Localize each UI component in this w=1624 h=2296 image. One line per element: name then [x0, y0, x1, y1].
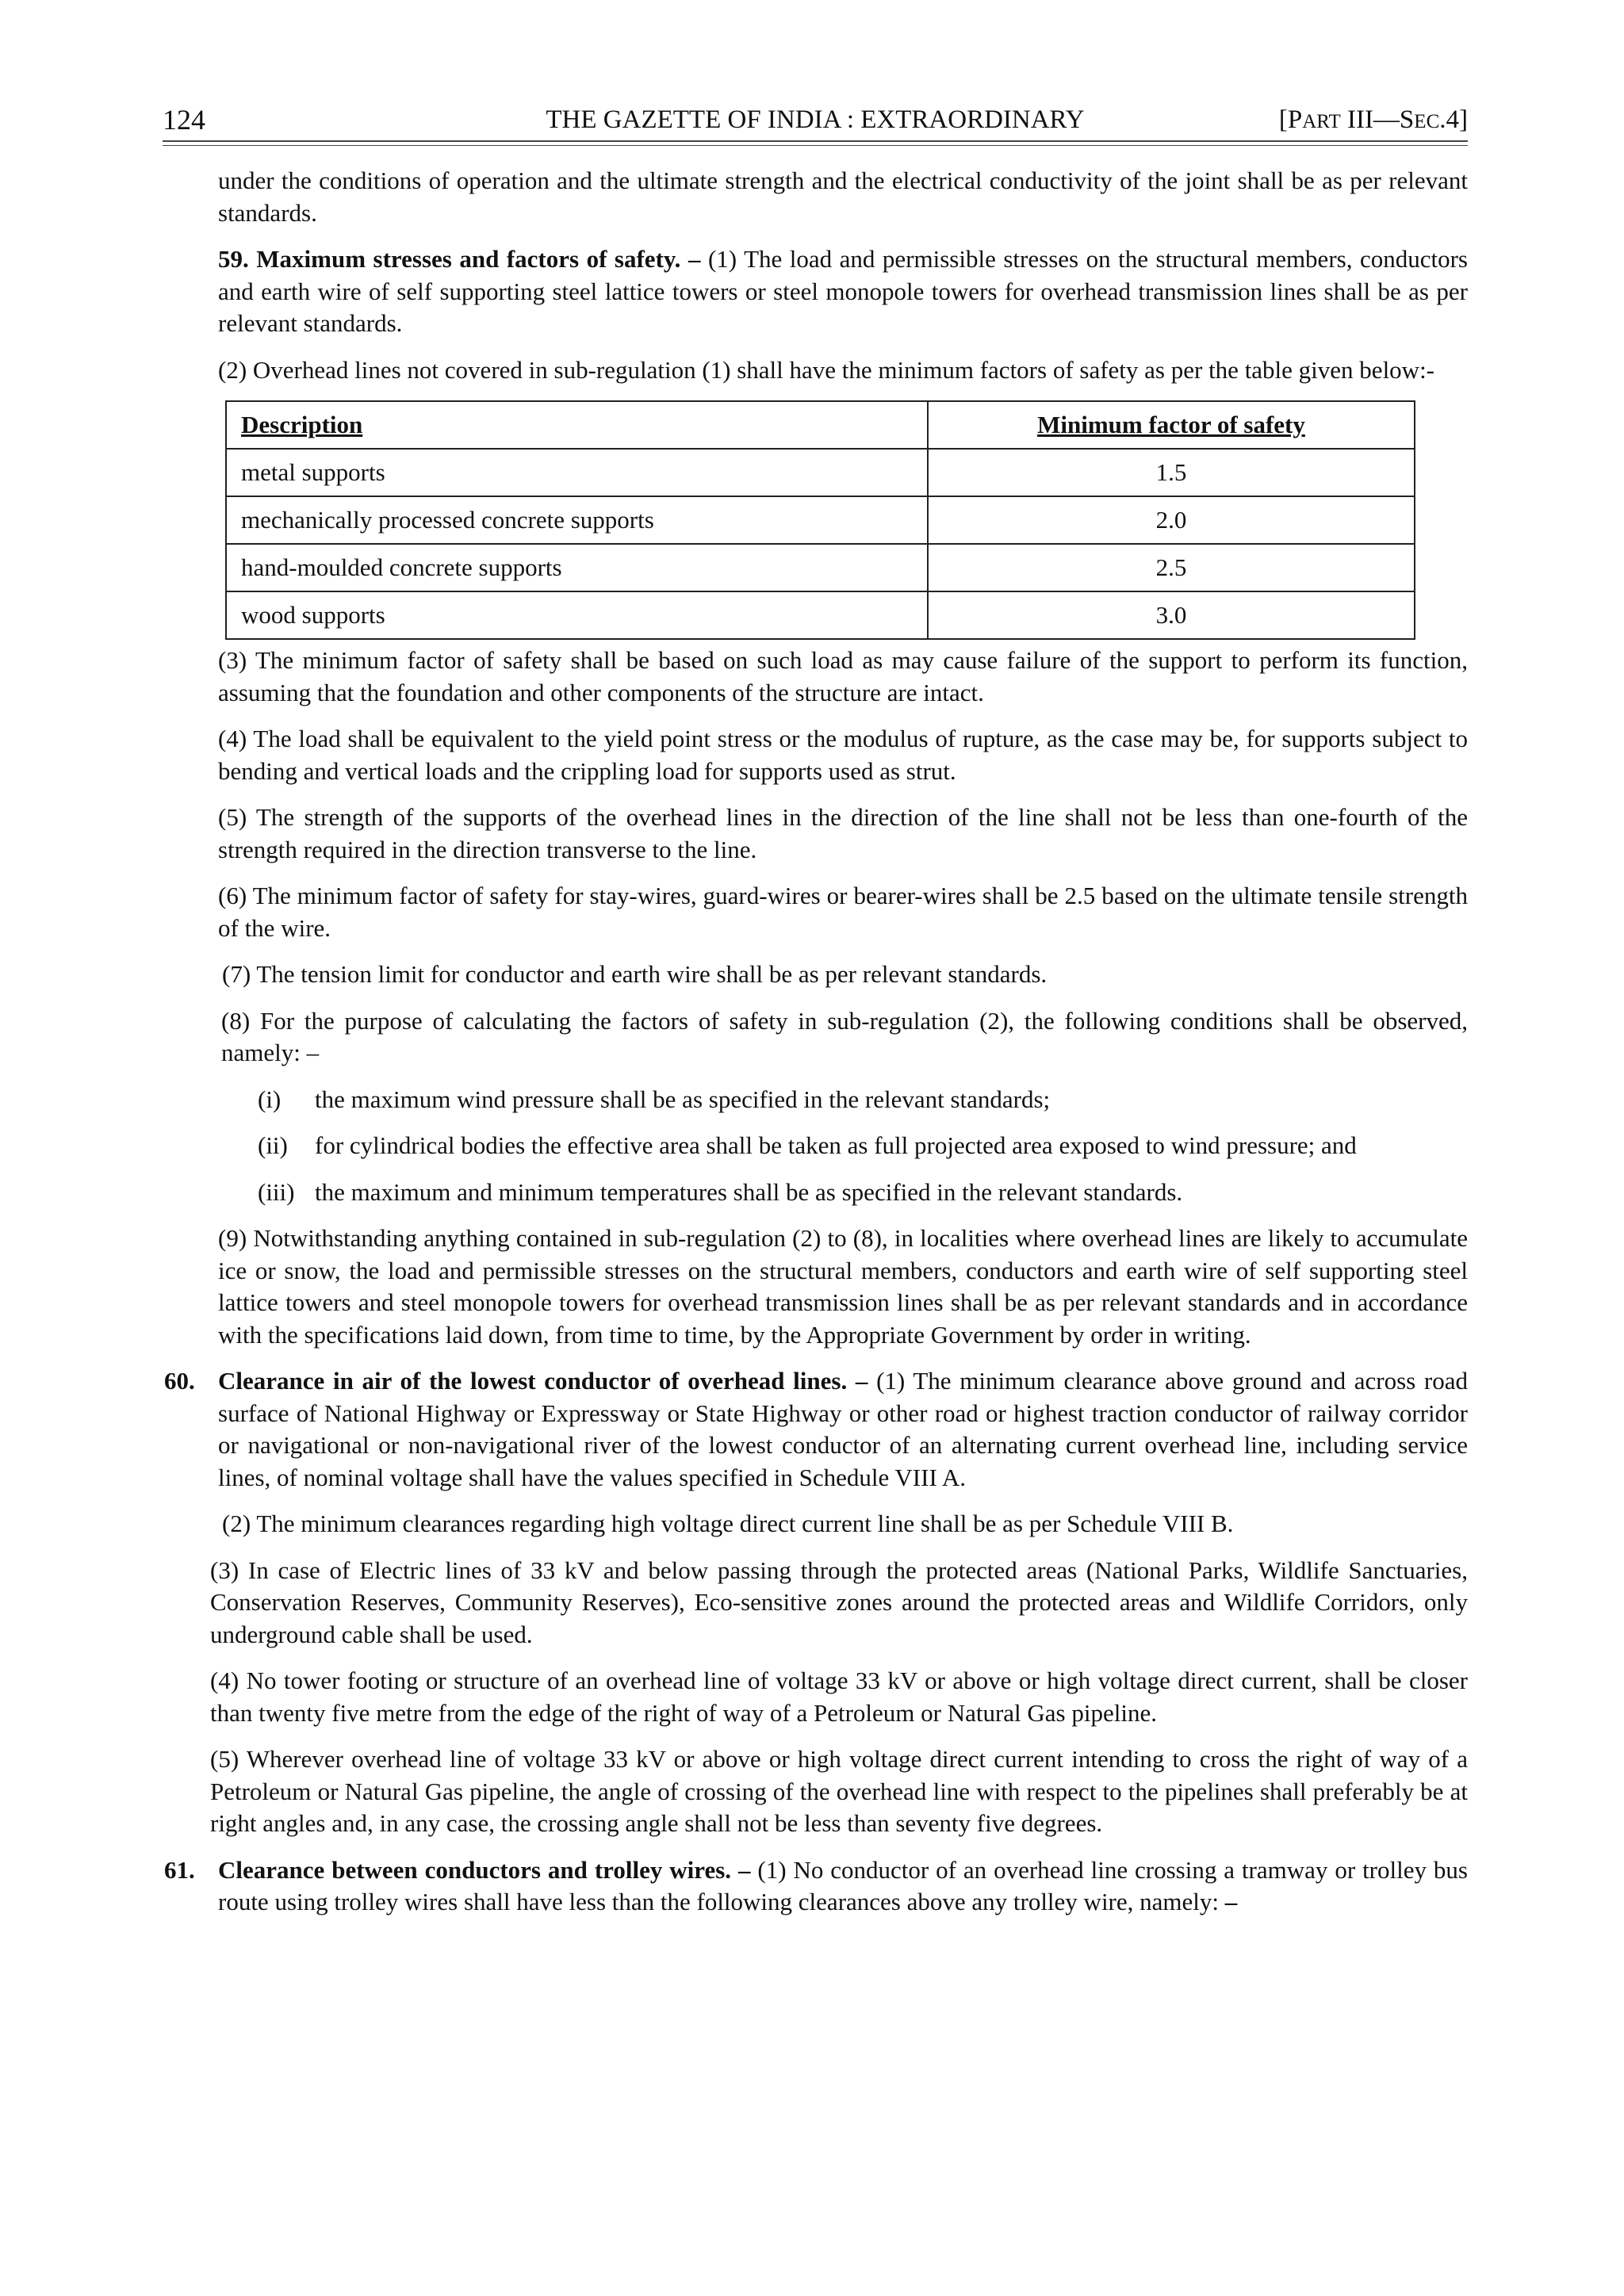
reg60-para-5: (5) Wherever overhead line of voltage 33 kV or above or high voltage direct current intending to cross the right of way of a Petroleum or Natural Gas pipeline, the angle of crossing of the overhead line with respect to the pipelines shall preferably be at right angles and, in any case, the crossing angle shall not be less than seventy five degrees.	[210, 1745, 1468, 1837]
cell-description: hand-moulded concrete supports	[226, 544, 928, 591]
list-item-text: the maximum and minimum temperatures shall be as specified in the relevant standards.	[315, 1177, 1183, 1206]
reg60-heading: Clearance in air of the lowest conductor of overhead lines. –	[218, 1367, 868, 1395]
cell-factor: 2.0	[928, 496, 1415, 544]
reg60-para-4: (4) No tower footing or structure of an overhead line of voltage 33 kV or above or high voltage direct current, shall be closer than twenty five metre from the edge of the right of way of a Petroleum or Natural Gas pipeline.	[210, 1667, 1468, 1727]
list-item	[258, 1177, 1468, 1209]
cell-description: mechanically processed concrete supports	[226, 496, 928, 544]
part-section: [PART III—SEC.4]	[1278, 105, 1468, 134]
cell-factor: 3.0	[928, 591, 1415, 639]
page-header	[163, 100, 1468, 140]
reg61-number: 61.	[164, 1855, 195, 1884]
header-rule-thin	[163, 145, 1468, 146]
reg60-para-1: 60. Clearance in air of the lowest conductor of overhead lines. – (1) The minimum clearance above ground and across road surface of National Highway or Expressway or State Highway or other road or highest traction conductor of railway corridor or navigational or non-navigational river of the lowest conductor of an alternating current overhead line, including service lines, of nominal voltage shall have the values specified in Schedule VIII A.	[164, 1367, 1468, 1491]
reg59-para-5: (5) The strength of the supports of the overhead lines in the direction of the line shall not be less than one-fourth of the strength required in the direction transverse to the line.	[218, 803, 1468, 863]
reg59-para-3: (3) The minimum factor of safety shall be based on such load as may cause failure of the support to perform its function, assuming that the foundation and other components of the structure are intact.	[218, 646, 1468, 706]
reg60-para-2: (2) The minimum clearances regarding high voltage direct current line shall be as per Schedule VIII B.	[222, 1510, 1234, 1537]
list-item	[258, 1130, 1468, 1162]
table-row	[226, 591, 1415, 639]
cell-description: metal supports	[226, 449, 928, 496]
reg59-para-2: (2) Overhead lines not covered in sub-regulation (1) shall have the minimum factors of safety as per the table given below:-	[218, 355, 1435, 384]
page-number: 124	[163, 104, 205, 136]
reg59-para-1: 59. Maximum stresses and factors of safety. – (1) The load and permissible stresses on the structural members, conductors and earth wire of self supporting steel lattice towers or steel monopole towers for overhead transmission lines shall be as per relevant standards.	[218, 245, 1468, 337]
reg59-heading: 59. Maximum stresses and factors of safety. –	[218, 245, 701, 273]
reg60-number: 60.	[164, 1367, 195, 1395]
table-row	[226, 544, 1415, 591]
list-item	[258, 1084, 1468, 1116]
reg61-heading: Clearance between conductors and trolley wires. –	[218, 1855, 751, 1884]
col-header-min-factor: Minimum factor of safety	[928, 401, 1415, 449]
reg59-para-6: (6) The minimum factor of safety for stay-wires, guard-wires or bearer-wires shall be 2.5 based on the ultimate tensile strength of the wire.	[218, 882, 1468, 942]
regulation-60	[164, 1365, 1468, 1840]
list-item-text: the maximum wind pressure shall be as specified in the relevant standards;	[315, 1085, 1051, 1113]
reg61-para-1: 61. Clearance between conductors and trolley wires. – (1) No conductor of an overhead line crossing a tramway or trolley bus route using trolley wires shall have less than the following clearances above any trolley wire, namely: –	[164, 1855, 1468, 1915]
table-row	[226, 449, 1415, 496]
reg59-para-8: (8) For the purpose of calculating the factors of safety in sub-regulation (2), the following conditions shall be observed, namely: –	[221, 1006, 1468, 1066]
reg59-para-9: (9) Notwithstanding anything contained in sub-regulation (2) to (8), in localities where overhead lines are likely to accumulate ice or snow, the load and permissible stresses on the structural members, conductors and earth wire of self supporting steel lattice towers and steel monopole towers for overhead transmission lines shall be as per relevant standards and in accordance with the specifications laid down, from time to time, by the Appropriate Government by order in writing.	[218, 1224, 1468, 1349]
regulation-61	[164, 1854, 1468, 1919]
cell-description: wood supports	[226, 591, 928, 639]
reg60-para-3: (3) In case of Electric lines of 33 kV and below passing through the protected areas (National Parks, Wildlife Sanctuaries, Conservation Reserves, Community Reserves), Eco-sensitive zones around the protected areas and Wildlife Corridors, only underground cable shall be used.	[210, 1556, 1468, 1648]
cell-factor: 1.5	[928, 449, 1415, 496]
list-item-label: (ii)	[258, 1131, 288, 1159]
safety-factor-table	[225, 400, 1415, 640]
list-item-label: (i)	[258, 1085, 282, 1113]
page-body	[164, 165, 1468, 1933]
reg59-para-7: (7) The tension limit for conductor and earth wire shall be as per relevant standards.	[222, 960, 1048, 988]
cell-factor: 2.5	[928, 544, 1415, 591]
table-header-row	[226, 401, 1415, 449]
list-item-label: (iii)	[258, 1177, 295, 1206]
gazette-title: THE GAZETTE OF INDIA : EXTRAORDINARY	[546, 105, 1085, 134]
list-item-text: for cylindrical bodies the effective area shall be taken as full projected area exposed to wind pressure; and	[315, 1131, 1357, 1159]
col-header-description: Description	[226, 401, 928, 449]
header-rule	[163, 140, 1468, 142]
continued-paragraph: under the conditions of operation and the ultimate strength and the electrical conductivity of the joint shall be as per relevant standards.	[218, 166, 1468, 227]
reg59-para-4: (4) The load shall be equivalent to the yield point stress or the modulus of rupture, as the case may be, for supports subject to bending and vertical loads and the crippling load for supports used as strut.	[218, 725, 1468, 785]
regulation-59	[218, 243, 1468, 1351]
table-row	[226, 496, 1415, 544]
